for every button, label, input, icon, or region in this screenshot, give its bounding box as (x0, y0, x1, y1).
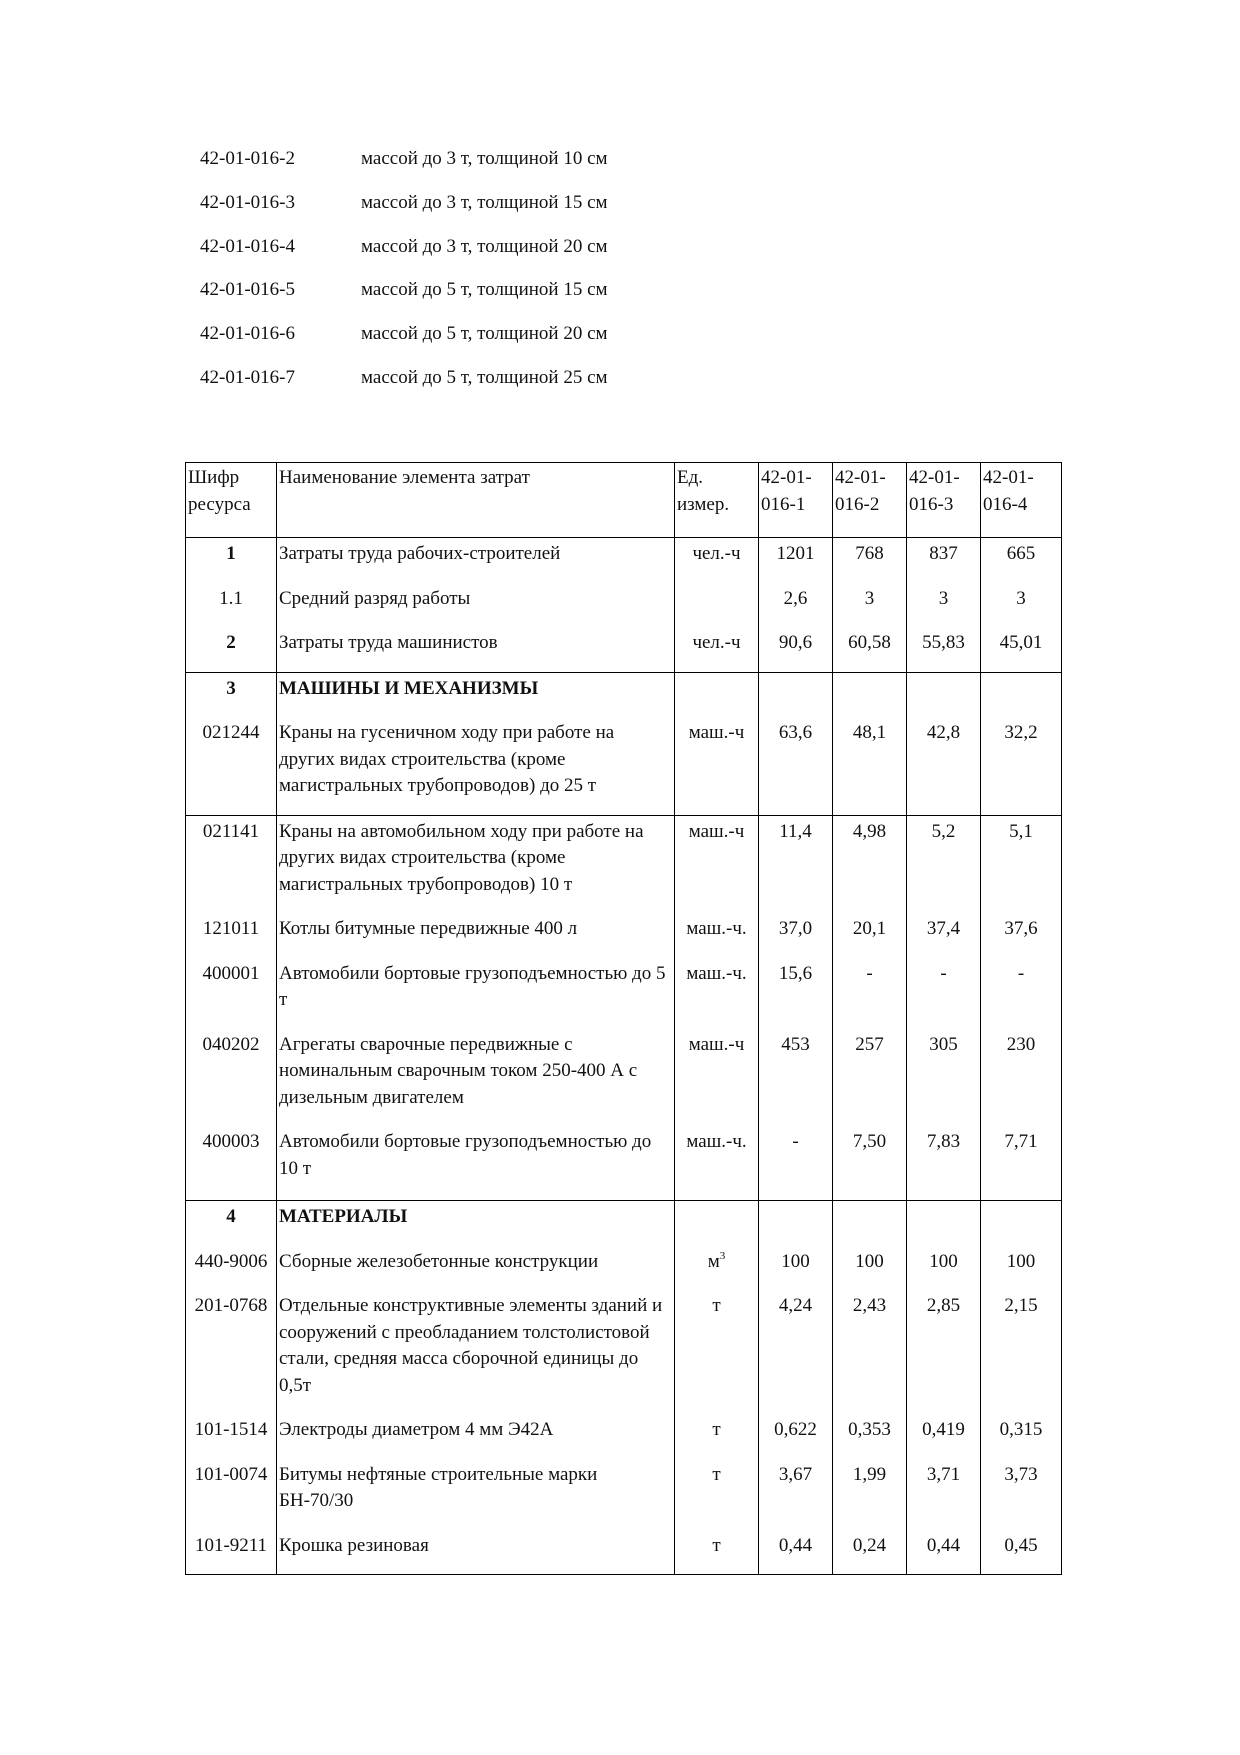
cell-name: Отдельные конструктивные элементы зданий и сооружений с преобладанием толстолистовой стали, средняя масса сборочной единицы до 0,5т (277, 1290, 675, 1414)
cell-unit (675, 815, 759, 913)
code-list-code: 42-01-016-4 (200, 235, 295, 257)
cell-value (759, 672, 833, 717)
unit-text: т (712, 1419, 721, 1440)
cell-value (981, 1201, 1062, 1246)
table-row (186, 1201, 1062, 1246)
cell-value: 3,67 (759, 1459, 833, 1530)
cell-name: Средний разряд работы (277, 583, 675, 628)
cell-value: 0,622 (759, 1414, 833, 1459)
cell-code: 400001 (186, 958, 277, 1029)
unit-text: чел.-ч (692, 632, 741, 653)
code-list-code: 42-01-016-6 (200, 323, 295, 345)
unit-text: м (707, 1250, 720, 1272)
cell-unit (675, 913, 759, 958)
unit-text: маш.-ч (688, 1033, 745, 1055)
cell-code: 101-0074 (186, 1459, 277, 1530)
cell-code: 1 (186, 538, 277, 583)
cell-name: Электроды диаметром 4 мм Э42А (277, 1414, 675, 1459)
cell-value: 0,44 (907, 1530, 981, 1575)
cell-value: 1201 (759, 538, 833, 583)
cell-value: 48,1 (833, 717, 907, 815)
cell-value: 45,01 (981, 627, 1062, 672)
cell-value: 100 (833, 1246, 907, 1291)
header-col-3: 42-01-016-3 (907, 463, 981, 538)
cell-value: 7,71 (981, 1126, 1062, 1201)
cell-value: 2,85 (907, 1290, 981, 1414)
cell-name: Крошка резиновая (277, 1530, 675, 1575)
header-col-1: 42-01-016-1 (759, 463, 833, 538)
cell-value: 2,6 (759, 583, 833, 628)
unit-text: маш.-ч (688, 820, 745, 842)
cell-value (759, 1201, 833, 1246)
cell-unit (675, 1126, 759, 1201)
cell-code: 101-1514 (186, 1414, 277, 1459)
cell-value: 4,24 (759, 1290, 833, 1414)
table-row (186, 672, 1062, 717)
cell-value: 1,99 (833, 1459, 907, 1530)
header-code: Шифр ресурса (186, 463, 277, 538)
cell-name: Агрегаты сварочные передвижные с номинальным сварочным током 250-400 А с дизельным двигателем (277, 1029, 675, 1127)
cell-value (907, 1201, 981, 1246)
code-list-code: 42-01-016-3 (200, 191, 295, 213)
cell-value: 7,50 (833, 1126, 907, 1201)
table-row (186, 1029, 1062, 1127)
cell-value: 55,83 (907, 627, 981, 672)
cell-code: 1.1 (186, 583, 277, 628)
cell-name: Затраты труда машинистов (277, 627, 675, 672)
cell-code: 440-9006 (186, 1246, 277, 1291)
cell-value: 453 (759, 1029, 833, 1127)
cell-name: Краны на автомобильном ходу при работе на других видах строительства (кроме магистральных трубопроводов) 10 т (277, 815, 675, 913)
header-unit: Ед. измер. (675, 463, 759, 538)
cell-name: Котлы битумные передвижные 400 л (277, 913, 675, 958)
code-list-code: 42-01-016-5 (200, 279, 295, 301)
code-list-desc: массой до 5 т, толщиной 20 см (361, 323, 608, 345)
cell-code: 040202 (186, 1029, 277, 1127)
cell-code: 4 (186, 1201, 277, 1246)
cell-value: 837 (907, 538, 981, 583)
cell-value: 2,43 (833, 1290, 907, 1414)
table-row (186, 1459, 1062, 1530)
cell-value: 5,1 (981, 815, 1062, 913)
unit-text: маш.-ч. (686, 1131, 747, 1152)
cell-value: 100 (907, 1246, 981, 1291)
cell-unit (675, 538, 759, 583)
header-name: Наименование элемента затрат (277, 463, 675, 538)
cell-code: 400003 (186, 1126, 277, 1201)
cell-name: Сборные железобетонные конструкции (277, 1246, 675, 1291)
cell-name: МАШИНЫ И МЕХАНИЗМЫ (277, 672, 675, 717)
unit-text: маш.-ч (688, 722, 745, 743)
cell-name: Автомобили бортовые грузоподъемностью до 5 т (277, 958, 675, 1029)
cell-value: 5,2 (907, 815, 981, 913)
cell-unit (675, 1290, 759, 1414)
header-col-2: 42-01-016-2 (833, 463, 907, 538)
cell-unit (675, 583, 759, 628)
table-row (186, 1530, 1062, 1575)
code-list-desc: массой до 5 т, толщиной 15 см (361, 279, 608, 301)
table-row (186, 815, 1062, 913)
cell-value (981, 672, 1062, 717)
cell-value: 100 (981, 1246, 1062, 1291)
cell-value: 230 (981, 1029, 1062, 1127)
cell-value: 2,15 (981, 1290, 1062, 1414)
cell-value: 305 (907, 1029, 981, 1127)
code-list-desc: массой до 3 т, толщиной 10 см (361, 148, 608, 169)
cell-unit (675, 1459, 759, 1530)
code-list-code: 42-01-016-7 (200, 366, 295, 388)
cell-value (907, 672, 981, 717)
table-row (186, 583, 1062, 628)
table-row (186, 913, 1062, 958)
cell-value: 3 (907, 583, 981, 628)
cell-code: 121011 (186, 913, 277, 958)
cell-value: 11,4 (759, 815, 833, 913)
cell-name: Краны на гусеничном ходу при работе на других видах строительства (кроме магистральных трубопроводов) до 25 т (277, 717, 675, 815)
cell-unit (675, 627, 759, 672)
cell-code: 2 (186, 627, 277, 672)
cell-value: 3,71 (907, 1459, 981, 1530)
cell-value: 63,6 (759, 717, 833, 815)
cell-name: Автомобили бортовые грузоподъемностью до 10 т (277, 1126, 675, 1201)
table-row (186, 958, 1062, 1029)
table-row (186, 1414, 1062, 1459)
cell-value: 3,73 (981, 1459, 1062, 1530)
cell-value: 37,4 (907, 913, 981, 958)
cell-unit (675, 1246, 759, 1291)
cell-value: - (833, 958, 907, 1029)
cell-value: 37,0 (759, 913, 833, 958)
cell-value: 0,44 (759, 1530, 833, 1575)
table-row (186, 1290, 1062, 1414)
cell-value: 90,6 (759, 627, 833, 672)
cell-unit (675, 672, 759, 717)
cell-code: 201-0768 (186, 1290, 277, 1414)
cell-code: 021141 (186, 815, 277, 913)
cell-value: 37,6 (981, 913, 1062, 958)
unit-text: маш.-ч. (686, 918, 747, 939)
cell-value: 3 (833, 583, 907, 628)
code-list-desc: массой до 5 т, толщиной 25 см (361, 366, 608, 388)
cell-unit (675, 1530, 759, 1575)
cell-name: Битумы нефтяные строительные марки БН-70/30 (277, 1459, 675, 1530)
cell-value: 0,353 (833, 1414, 907, 1459)
cell-value: - (759, 1126, 833, 1201)
cell-value: 15,6 (759, 958, 833, 1029)
cell-value: 0,419 (907, 1414, 981, 1459)
unit-text: т (712, 1463, 721, 1485)
table-row (186, 538, 1062, 583)
resource-table (185, 462, 1062, 1575)
unit-text: маш.-ч. (686, 962, 747, 984)
cell-value: 0,24 (833, 1530, 907, 1575)
cell-value: 257 (833, 1029, 907, 1127)
unit-text: чел.-ч (692, 543, 741, 564)
cell-value: 100 (759, 1246, 833, 1291)
cell-value: 42,8 (907, 717, 981, 815)
cell-code: 101-9211 (186, 1530, 277, 1575)
table-row (186, 1246, 1062, 1291)
code-list-code: 42-01-016-2 (200, 148, 295, 169)
cell-value: 768 (833, 538, 907, 583)
cell-value: 0,315 (981, 1414, 1062, 1459)
cell-value: 3 (981, 583, 1062, 628)
cell-value: 0,45 (981, 1530, 1062, 1575)
cell-value: 7,83 (907, 1126, 981, 1201)
cell-value: 20,1 (833, 913, 907, 958)
unit-text: т (712, 1295, 721, 1316)
cell-value (833, 1201, 907, 1246)
cell-name: Затраты труда рабочих-строителей (277, 538, 675, 583)
cell-unit (675, 958, 759, 1029)
cell-unit (675, 1201, 759, 1246)
cell-value (833, 672, 907, 717)
cell-unit (675, 717, 759, 815)
cell-unit (675, 1414, 759, 1459)
cell-value: 32,2 (981, 717, 1062, 815)
table-row (186, 627, 1062, 672)
cell-value: 4,98 (833, 815, 907, 913)
header-col-4: 42-01-016-4 (981, 463, 1062, 538)
code-list-desc: массой до 3 т, толщиной 20 см (361, 235, 608, 257)
cell-code: 3 (186, 672, 277, 717)
unit-superscript: 3 (719, 1249, 726, 1262)
cell-name: МАТЕРИАЛЫ (277, 1201, 675, 1246)
cell-value: - (907, 958, 981, 1029)
cell-value: 665 (981, 538, 1062, 583)
cell-value: - (981, 958, 1062, 1029)
cell-unit (675, 1029, 759, 1127)
cell-value: 60,58 (833, 627, 907, 672)
cell-code: 021244 (186, 717, 277, 815)
table-row (186, 717, 1062, 815)
code-list-desc: массой до 3 т, толщиной 15 см (361, 191, 608, 213)
unit-text: т (712, 1534, 721, 1556)
table-row (186, 1126, 1062, 1201)
table-header-row (186, 463, 1062, 538)
